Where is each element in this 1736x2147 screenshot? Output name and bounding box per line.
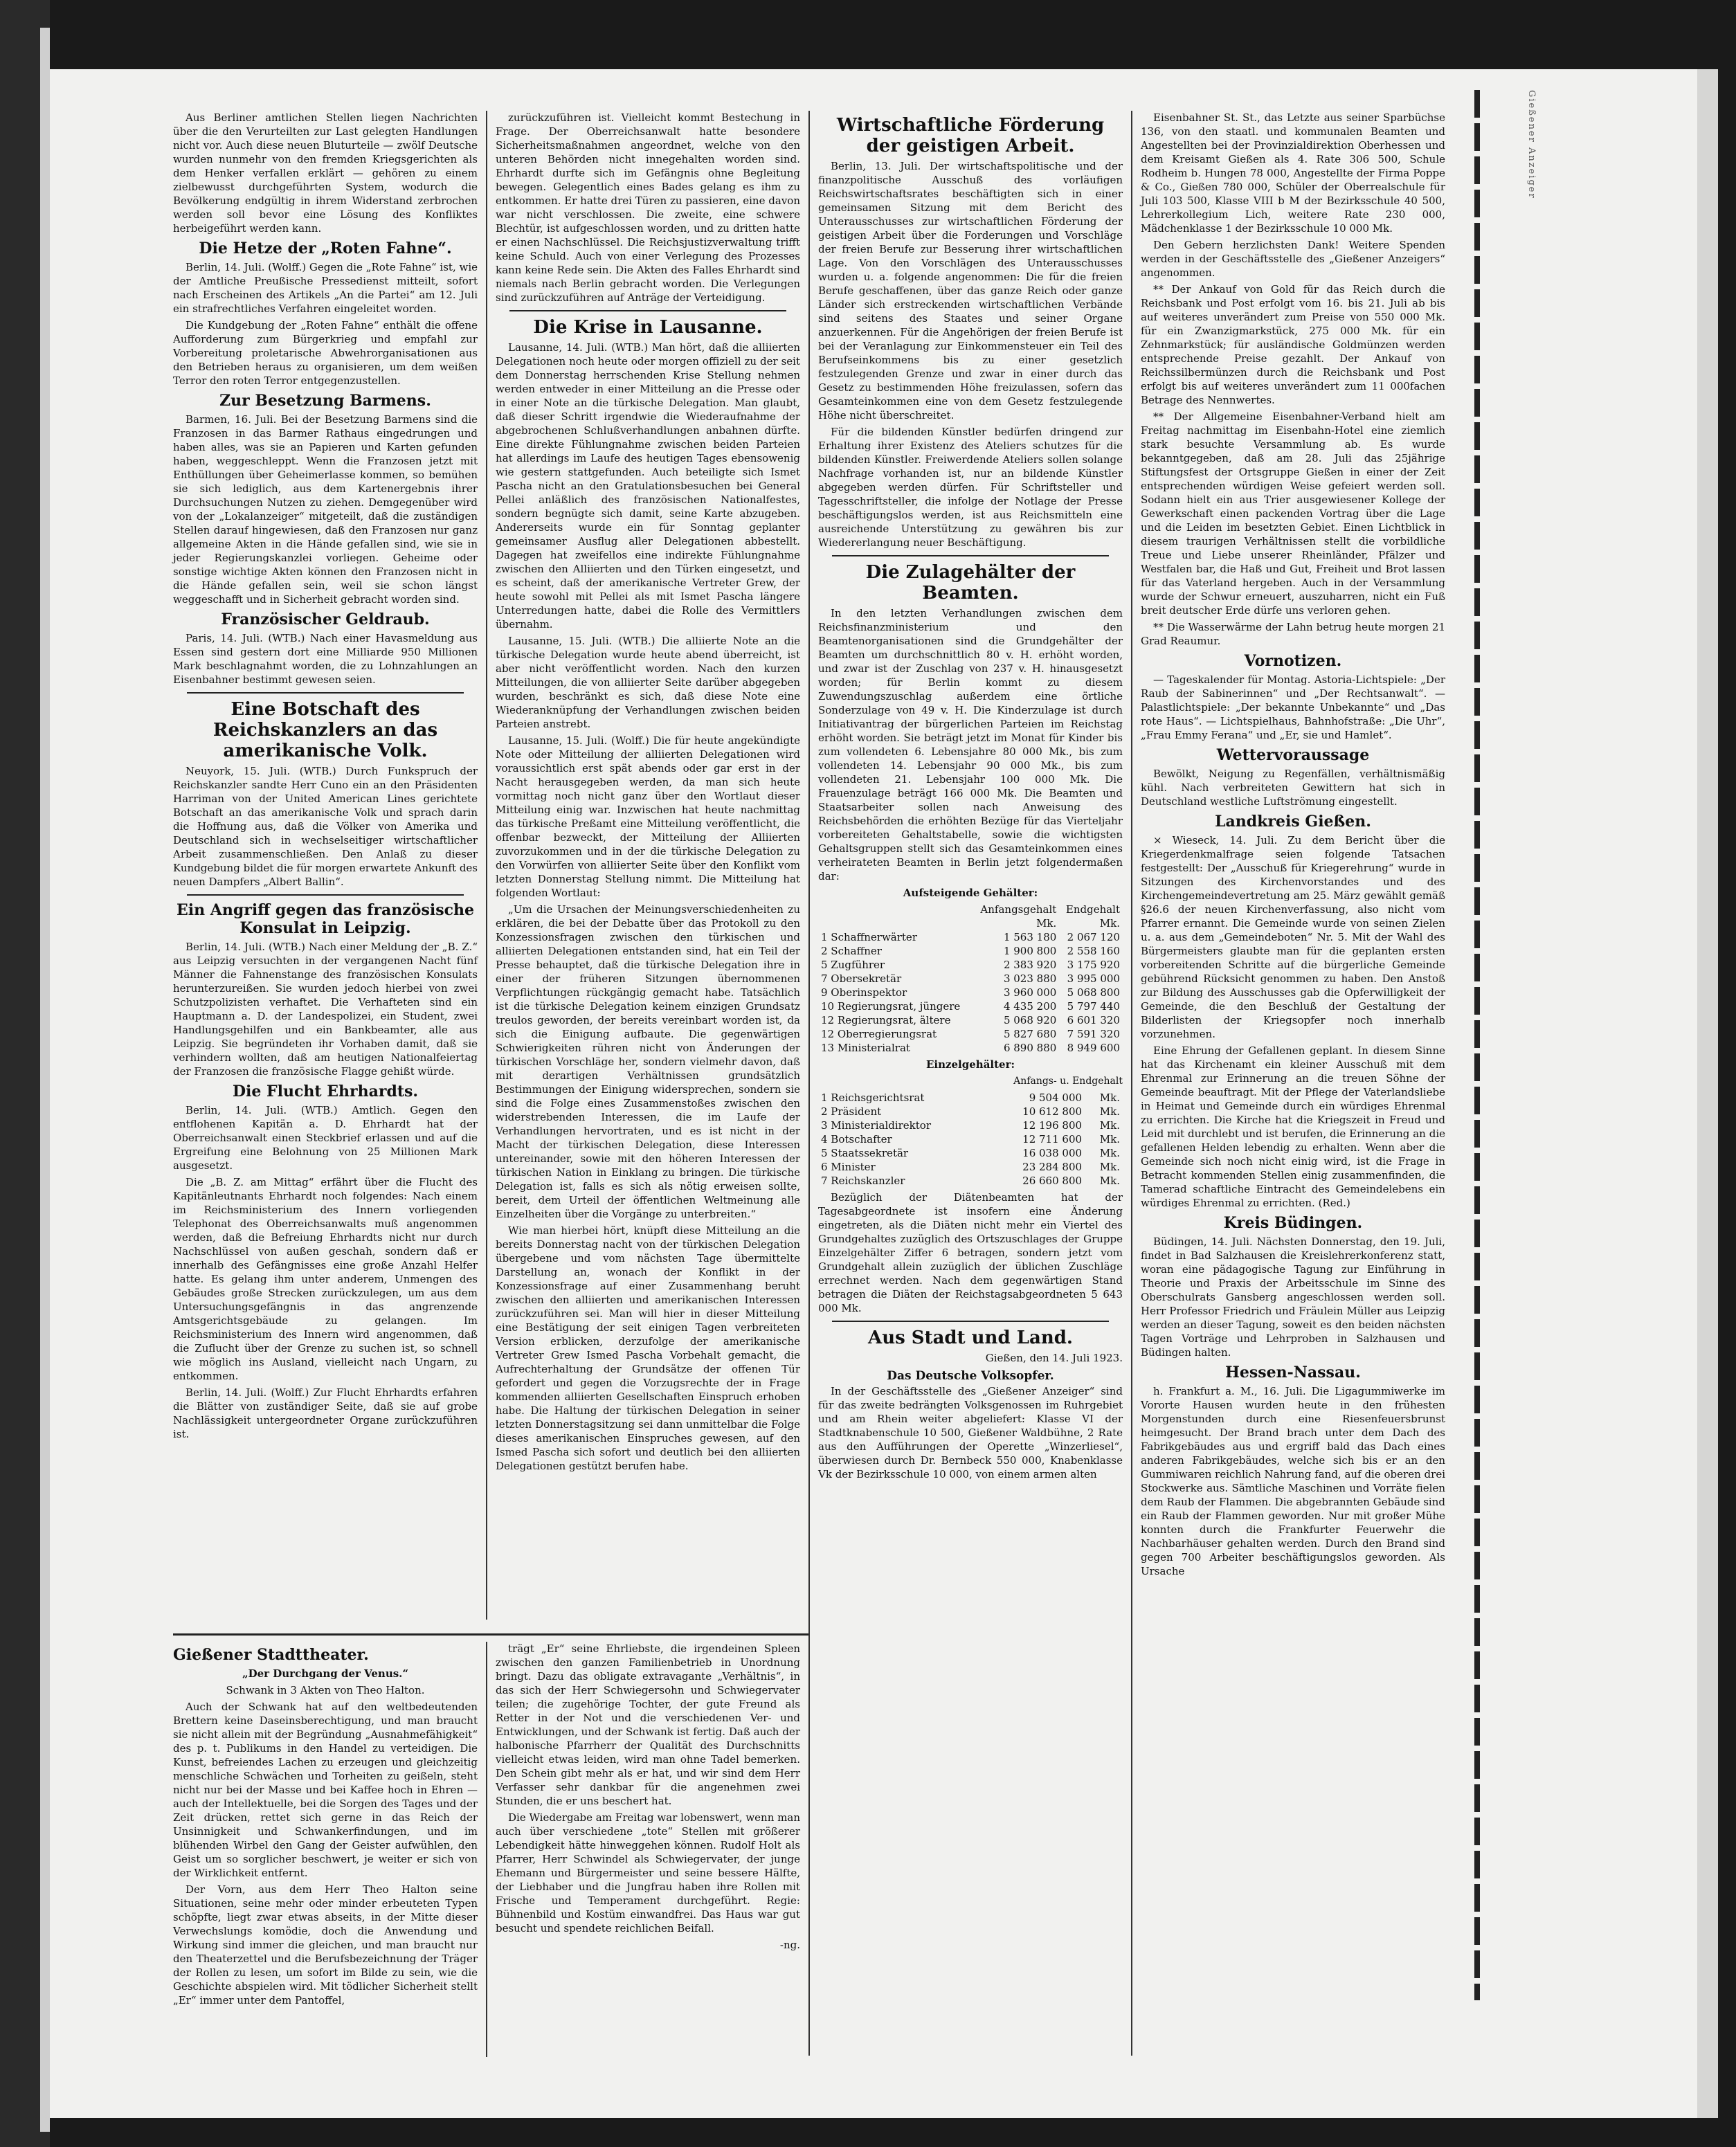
table-cell: 9 Oberinspektor bbox=[821, 986, 907, 999]
divider bbox=[187, 692, 464, 694]
table-cell: 6 Minister bbox=[821, 1161, 876, 1173]
theater-review-right bbox=[496, 1642, 800, 1952]
article-text: „Um die Ursachen der Meinungsverschiedenheiten zu erklären, die bei der Debatte über das Protokoll zu den Konzessionsfragen zwischen den türkischen und alliierten Delegationen entstanden sind, hat ein Teil der Presse behauptet, daß die türkische Delegation ihre in einer der früheren Sitzungen übernommenen Verpflichtungen rückgängig gemacht habe. Tatsächlich ist die türkische Delegation keinem einzigen Grundsatz treulos geworden, der bereits vereinbart worden ist, da sich die Einigung aufbaute. Die gegenwärtigen Schwierigkeiten rühren nicht von Änderungen der türkischen Vorschläge her, sondern vielmehr davon, daß mit derartigen Verhältnissen grundsätzlich Bestimmungen der Einigung widersprechen, sondern sie sind die Folge eines Zusammenstoßes zwischen den widerstrebenden Interessen, die im Laufe der Verhandlungen hervortraten, und es ist nicht in der Macht der türkischen Delegation, diese Interessen untereinander, sowie mit den höheren Interessen der türkischen Nation in Einklang zu bringen. Die türkische Delegation ist, falls es sich als nötig erweisen sollte, bereit, dem Urteil der öffentlichen Weltmeinung alle Einzelheiten über die Vorgänge zu unterbreiten.“ bbox=[496, 903, 800, 1220]
headline: Die Zulagehälter der Beamten. bbox=[865, 562, 1076, 604]
divider bbox=[509, 310, 786, 311]
article-text: Bezüglich der Diätenbeamten hat der Tagesabgeordnete ist insofern eine Änderung eingetreten, als die Diäten nicht mehr ein Viertel des Grundgehaltes zuzüglich des Ortszuschlages der Gruppe Einzelgehälter Ziffer 6 betragen, sondern jetzt vom Grundgehalt allein zuzüglich der üblichen Zuschläge errechnet werden. Nach dem gegenwärtigen Stand betragen die Diäten der Reichstagsabgeordneten 5 643 000 Mk. bbox=[818, 1191, 1123, 1314]
salary-table-ascending bbox=[818, 903, 1123, 1055]
table-cell: 1 Schaffnerwärter bbox=[821, 931, 917, 943]
article-text: Auch der Schwank hat auf den weltbedeutenden Brettern keine Daseinsberechtigung, und man braucht sie nicht allein mit der Begründung „Ausnahmefähigkeit“ des p. t. Publikums in den Handel zu verteidigen. Die Kunst, befreiendes Lachen zu erzeugen und gleichzeitig menschliche Schwächen und Torheiten zu geißeln, steht nicht nur bei der Masse und bei Kaffee hoch in Ehren — auch der Intellektuelle, bei die Sorgen des Tages und der Zeit drücken, rettet sich gerne in das Reich der Unsinnigkeit und Schwankerfindungen, und im blühenden Wirbel den Gang der Geister aufwühlen, den Geist um so sorglicher beschwert, je weiter er sich von der Wirklichkeit entfernt. bbox=[173, 1701, 478, 1879]
headline: Französischer Geldraub. bbox=[221, 610, 430, 628]
table-cell: 5 797 440 bbox=[1067, 1000, 1120, 1013]
table-row bbox=[818, 972, 1123, 986]
table-cell: 5 068 800 bbox=[1067, 986, 1120, 999]
table-cell: 7 591 320 bbox=[1067, 1028, 1120, 1040]
column-3 bbox=[818, 111, 1123, 1484]
article-text: — Tageskalender für Montag. Astoria-Lichtspiele: „Der Raub der Sabinerinnen“ und „Der Rechtsanwalt“. — Palastlichtspiele: „Der bekannte Unbekannte“ und „Das rote Haus“. — Lichtspielhaus, Bahnhofstraße: „Die Uhr“, „Frau Emmy Ferana“ und „Er, sie und Hamlet“. bbox=[1141, 673, 1445, 741]
column-rule bbox=[808, 111, 810, 2056]
table-cell: 12 Oberregierungsrat bbox=[821, 1028, 937, 1040]
column-rule bbox=[486, 1642, 487, 2057]
table-row bbox=[818, 930, 1123, 944]
article-text: Wie man hierbei hört, knüpft diese Mitteilung an die bereits Donnerstag nacht von der türkischen Delegation übergebene und vom nächsten Tage übermittelte Darstellung an, wonach der Konflikt in der Konzessionsfrage auf einer Zusammenhang beruht zwischen den alliierten und amerikanischen Interessen zurückzuführen sei. Man will hier in dieser Mitteilung eine Bestätigung der seit einigen Tagen verbreiteten Version erblicken, derzufolge der amerikanische Vertreter Grew Ismed Pascha Vorbehalt gemacht, die Aufrechterhaltung der Grundsätze der offenen Tür gefordert und gegen die Vorzugsrechte der in Frage kommenden alliierten Gesellschaften Einspruch erhoben habe. Die Haltung der türkischen Delegation in seiner letzten Donnerstagsitzung sei dann unmittelbar die Folge dieses amerikanischen Einspruches gewesen, auf den Ismed Pascha sich sofort und deutlich bei den alliierten Delegationen gestützt berufen habe. bbox=[496, 1224, 800, 1472]
article-text: Büdingen, 14. Juli. Nächsten Donnerstag, den 19. Juli, findet in Bad Salzhausen die Kreislehrerkonferenz statt, woran eine pädagogische Tagung zur Einführung in Theorie und Praxis der Arbeitsschule im Sinne des Oberschulrats Gansberg angeschlossen werden soll. Herr Professor Friedrich und Fräulein Müller aus Leipzig werden an dieser Tagung, soweit es den beiden nächsten Tagen Vorträge und Lehrproben in Salzhausen und Büdingen halten. bbox=[1141, 1235, 1445, 1359]
headline: Zur Besetzung Barmens. bbox=[219, 392, 431, 410]
table-cell: 1 900 800 bbox=[1003, 945, 1057, 957]
feuilleton-rule bbox=[173, 1633, 808, 1636]
article-text: Der Vorn, aus dem Herr Theo Halton seine Situationen, seine mehr oder minder erbeuteten Typen schöpfte, liegt zwar etwas abseits, in der Mitte dieser Verwechslungs komödie, doch die Anwendung und Wirkung sind immer die gleichen, und man braucht nur den Theaterzettel und die Berufsbezeichnung der Träger der Rollen zu lesen, um sofort im Bilde zu sein, wie die Geschichte abspielen wird. Mit tödlicher Sicherheit stellt „Er“ immer unter dem Pantoffel, bbox=[173, 1883, 478, 2006]
headline: Aus Stadt und Land. bbox=[868, 1328, 1073, 1348]
article-text: Aus Berliner amtlichen Stellen liegen Nachrichten über die den Verurteilten zur Last gelegten Handlungen nicht vor. Auch diese neuen Bluturteile — zwölf Deutsche wurden nunmehr von den fremden Kriegsgerichten als dem Henker verfallen erklärt — gehören zu einem zielbewusst durchgeführten System, wodurch die Bevölkerung endgültig in ihrem Widerstand zerbrochen werden soll bevor eine Lösung des Konfliktes herbeigeführt werden kann. bbox=[173, 111, 478, 235]
table-cell: 2 Präsident bbox=[821, 1105, 882, 1118]
article-text: Berlin, 14. Juli. (Wolff.) Gegen die „Rote Fahne“ ist, wie der Amtliche Preußische Pressedienst mitteilt, sofort nach Erscheinen des Artikels „An die Partei“ am 12. Juli ein strafrechtliches Verfahren eingeleitet worden. bbox=[173, 261, 478, 315]
table-cell: 26 660 800 bbox=[1022, 1175, 1083, 1187]
column-rule bbox=[1131, 111, 1132, 2056]
article-text: Die Wiedergabe am Freitag war lobenswert, wenn man auch über verschiedene „tote“ Stellen mit größerer Lebendigkeit hätte hinweggehen können. Rudolf Holt als Pfarrer, Herr Schwindel als Schwiegervater, der junge Ehemann und Bürgermeister und seine bessere Hälfte, der Liebhaber und die Jungfrau haben ihre Rollen mit Frische und Temperament durchgeführt. Regie: Bühnenbild und Kostüm einwandfrei. Das Haus war gut besucht und spendete reichlichen Beifall. bbox=[496, 1811, 800, 1935]
table-header-cell: Anfangsgehalt bbox=[980, 903, 1057, 916]
table-cell: 8 949 600 bbox=[1067, 1042, 1120, 1054]
headline: Gießener Stadttheater. bbox=[173, 1646, 369, 1664]
table-row bbox=[818, 986, 1123, 999]
table-cell: 5 827 680 bbox=[1003, 1028, 1057, 1040]
table-cell: 4 Botschafter bbox=[821, 1133, 892, 1145]
table-row bbox=[818, 1041, 1123, 1055]
divider bbox=[187, 894, 464, 896]
table-cell: Mk. bbox=[1099, 1147, 1120, 1159]
article-text: Berlin, 13. Juli. Der wirtschaftspolitische und der finanzpolitische Ausschuß des vorläufigen Reichswirtschaftsrates beschäftigten sich in einer gemeinsamen Sitzung mit dem Bericht des Unterausschusses zur wirtschaftlichen Förderung der geistigen Arbeit über die Forderungen und Vorschläge der freien Berufe zur Besserung ihrer wirtschaftlichen Lage. Von den Vorschlägen des Unterausschusses wurden u. a. folgende angenommen: Die für die freien Berufe geschaffenen, über das ganze Reich oder ganze Länder sich erstreckenden wirtschaftlichen Verbände sind seitens des Staates und seiner Organe anzuerkennen. Für die Angehörigen der freien Berufe ist bei der Veranlagung zur Einkommensteuer ein Teil des Berufseinkommens bis zu einer gesetzlich festzulegenden Grenze und zwar in einer durch das Gesetz zu bestimmenden Höhe freizulassen, sofern das Gesamteinkommen eine von dem Gesetz festzulegende Höhe nicht überschreitet. bbox=[818, 160, 1123, 422]
table-cell: 10 Regierungsrat, jüngere bbox=[821, 1000, 961, 1013]
article-text: Die „B. Z. am Mittag“ erfährt über die Flucht des Kapitänleutnants Ehrhardt noch folgendes: Nach einem im Reichsministerium des Innern vorliegenden Telephonat des Oberreichsanwalts muß angenommen werden, daß die Befreiung Ehrhardts nicht nur durch Nachschlüssel von außen geschah, sondern daß er innerhalb des Gefängnisses eine große Anzahl Helfer hatte. Es gelang ihm unter anderem, Unmengen des Gebäudes große Strecken zurückzulegen, um aus dem Untersuchungsgefängnis in das angrenzende Amtsgerichtsgebäude zu gelangen. Im Reichsministerium des Innern wird angenommen, daß die Zuflucht über der Grenze zu suchen ist, so schnell wie möglich ins Ausland, vielleicht nach Ungarn, zu entkommen. bbox=[173, 1176, 478, 1382]
signature: -ng. bbox=[779, 1939, 800, 1951]
table-cell: 7 Obersekretär bbox=[821, 972, 902, 985]
article-text: Paris, 14. Juli. (WTB.) Nach einer Havasmeldung aus Essen sind gestern dort eine Milliarde 950 Millionen Mark beschlagnahmt worden, die zu Lohnzahlungen an Eisenbahner bestimmt gewesen seien. bbox=[173, 632, 478, 686]
table-row bbox=[818, 1013, 1123, 1027]
column-4 bbox=[1141, 111, 1445, 1581]
sub-headline: Das Deutsche Volksopfer. bbox=[887, 1369, 1054, 1383]
table-cell: 5 Zugführer bbox=[821, 959, 885, 971]
table-cell: 5 068 920 bbox=[1003, 1014, 1057, 1026]
table-cell: 3 175 920 bbox=[1067, 959, 1120, 971]
table-cell: Mk. bbox=[1099, 1091, 1120, 1104]
headline: Kreis Büdingen. bbox=[1223, 1214, 1363, 1232]
headline: Ein Angriff gegen das französische Konsulat in Leipzig. bbox=[177, 901, 474, 937]
adjacent-page-text: Gießener Anzeiger bbox=[1526, 90, 1537, 199]
table-unit-cell bbox=[818, 916, 973, 930]
table-row bbox=[818, 1146, 1123, 1160]
page-edge-right bbox=[1697, 69, 1718, 2118]
table-cell: Mk. bbox=[1099, 1133, 1120, 1145]
table-row bbox=[818, 1160, 1123, 1174]
table-unit-cell: Mk. bbox=[1036, 917, 1057, 930]
table-cell: Mk. bbox=[1099, 1105, 1120, 1118]
article-text: Lausanne, 15. Juli. (Wolff.) Die für heute angekündigte Note oder Mitteilung der alliierten Delegationen wird voraussichtlich erst spät abends oder gar erst in der Nacht herausgegeben werden, da man sich heute vormittag noch nicht ganz über den Wortlaut dieser Mitteilung einig war. Inzwischen hat heute nachmittag das türkische Preßamt eine Mitteilung veröffentlicht, die offenbar bezweckt, der Mitteilung der Alliierten zuvorzukommen und in der die türkische Delegation zu den Vorwürfen von alliierter Seite über den Konflikt vom letzten Donnerstag Stellung nimmt. Die Mitteilung hat folgenden Wortlaut: bbox=[496, 734, 800, 899]
table-cell: 1 563 180 bbox=[1003, 931, 1057, 943]
table-cell: 2 067 120 bbox=[1067, 931, 1120, 943]
table-cell: 6 890 880 bbox=[1003, 1042, 1057, 1054]
headline: Wettervoraussage bbox=[1216, 746, 1370, 764]
table-cell: 3 960 000 bbox=[1003, 986, 1057, 999]
article-text: Lausanne, 15. Juli. (WTB.) Die alliierte Note an die türkische Delegation wurde heute abend überreicht, ist aber nicht veröffentlicht worden. Nach den kurzen Mitteilungen, die von alliierter Seite darüber abgegeben wurden, beschränkt es sich, daß diese Note eine Wiederanknüpfung der Verhandlungen zwischen beiden Parteien anstrebt. bbox=[496, 635, 800, 730]
table-cell: 5 Staatssekretär bbox=[821, 1147, 909, 1159]
table-row bbox=[818, 1118, 1123, 1132]
article-text: In den letzten Verhandlungen zwischen dem Reichsfinanzministerium und den Beamtenorganisationen sind die Grundgehälter der Beamten um durchschnittlich 80 v. H. erhöht worden, und zwar ist der Zuschlag von 237 v. H. hinausgesetzt worden; für Berlin kommt zu diesem Zuwendungszuschlag außerdem eine örtliche Sonderzulage von 49 v. H. Die Kinderzulage ist durch Initiativantrag der bürgerlichen Parteien im Reichstag erhöht worden. Sie beträgt jetzt im Monat für Kinder bis zum vollendeten 6. Lebensjahre 80 000 Mk., bis zum vollendeten 14. Lebensjahr 90 000 Mk., bis zum vollendeten 21. Lebensjahr 100 000 Mk. Die Frauenzulage beträgt 166 000 Mk. Die Beamten und Staatsarbeiter sollen nach Anweisung des Reichsbehörden die erhöhten Bezüge für das Vierteljahr vorbereiteten Gehaltstabelle, sowie die wichtigsten Gehaltsgruppen stellt sich das Gesamteinkommen eines verheirateten Beamten in Berlin jetzt folgendermaßen dar: bbox=[818, 607, 1123, 882]
article-text: Den Gebern herzlichsten Dank! Weitere Spenden werden in der Geschäftsstelle des „Gießener Anzeigers“ angenommen. bbox=[1141, 239, 1445, 279]
table-cell: 4 435 200 bbox=[1003, 1000, 1057, 1013]
table-title: Aufsteigende Gehälter: bbox=[903, 887, 1038, 899]
column-2 bbox=[496, 111, 800, 1476]
article-text: Berlin, 14. Juli. (WTB.) Amtlich. Gegen den entflohenen Kapitän a. D. Ehrhardt hat der Oberreichsanwalt einen Steckbrief erlassen und auf die Ergreifung eine Belohnung von 25 Millionen Mark ausgesetzt. bbox=[173, 1104, 478, 1172]
article-text: In der Geschäftsstelle des „Gießener Anzeiger“ sind für das zweite bedrängten Volksgenossen im Ruhrgebiet und am Rhein weiter abgeliefert: Klasse VI der Stadtknabenschule 10 500, Gießener Waldbühne, 2 Rate aus den Aufführungen der Operette „Winzerliesel“, überwiesen durch Dr. Bernbeck 550 000, Knabenklasse Vk der Bezirksschule 10 000, von einem armen alten bbox=[818, 1385, 1123, 1480]
article-text: Neuyork, 15. Juli. (WTB.) Durch Funkspruch der Reichskanzler sandte Herr Cuno ein an den Präsidenten Harriman von der United American Lines gerichtete Botschaft an das amerikanische Volk und sprach darin die Hoffnung aus, daß die Völker von Amerika und Deutschland sich in wechselseitiger wirtschaftlicher Arbeit zusammenschließen. Den Anlaß zu dieser Kundgebung bildet die für morgen erwartete Ankunft des neuen Dampfers „Albert Ballin“. bbox=[173, 765, 478, 888]
divider bbox=[832, 1321, 1109, 1322]
table-cell: 7 Reichskanzler bbox=[821, 1175, 905, 1187]
headline: Wirtschaftliche Förderung der geistigen Arbeit. bbox=[836, 115, 1105, 156]
article-text: Barmen, 16. Juli. Bei der Besetzung Barmens sind die Franzosen in das Barmer Rathaus eingedrungen und haben alles, was sie an Papieren und Karten gefunden haben, weggeschleppt. Wenn die Franzosen jetzt mit Enthüllungen über Geheimerlasse kommen, so bemühen sie sich lediglich, aus dem Kartenergebnis ihrer Durchsuchungen Nutzen zu ziehen. Demgegenüber wird von der „Lokalanzeiger“ mitgeteilt, daß die zuständigen Stellen darauf hingewiesen, daß den Franzosen nur ganz allgemeine Akten in die Hände gefallen sind, wie sie in jeder Regierungskanzlei vorliegen. Geheime oder sonstige wichtige Akten können den Franzosen nicht in die Hände gefallen sein, weil sie schon längst weggeschafft und in Sicherheit gebracht worden sind. bbox=[173, 413, 478, 606]
table-row bbox=[818, 999, 1123, 1013]
headline: Die Flucht Ehrhardts. bbox=[232, 1082, 419, 1100]
article-text: Für die bildenden Künstler bedürfen dringend zur Erhaltung ihrer Existenz des Ateliers schutzes für die bildenden Künstler. Freiwerdende Ateliers sollen solange Nachfrage vorhanden ist, nur an bildende Künstler abgegeben werden dürfen. Für Schriftsteller und Tagesschriftsteller, die infolge der Notlage der Presse beschäftigungslos werden, ist aus Reichsmitteln eine ausreichende Unterstützung zu gewähren bis zur Wiedererlangung neuer Beschäftigung. bbox=[818, 426, 1123, 549]
table-cell: 13 Ministerialrat bbox=[821, 1042, 910, 1054]
table-cell: Mk. bbox=[1099, 1161, 1120, 1173]
table-cell: Mk. bbox=[1099, 1119, 1120, 1132]
table-cell: 2 558 160 bbox=[1067, 945, 1120, 957]
adjacent-page-strip bbox=[1474, 90, 1550, 2000]
article-text: zurückzuführen ist. Vielleicht kommt Bestechung in Frage. Der Oberreichsanwalt hatte besondere Sicherheitsmaßnahmen angeordnet, welche von den unteren Behörden nicht innegehalten worden sind. Ehrhardt durfte sich im Gefängnis ohne Begleitung bewegen. Gelegentlich eines Bades gelang es ihm zu entkommen. Er hatte drei Türen zu passieren, eine davon war nicht verschlossen. Die zweite, eine schwere Blechtür, ist aufgeschlossen worden, und zu dritten hatte er einen Nachschlüssel. Die Reichsjustizverwaltung trifft keine Schuld. Auch von einer Verlegung des Prozesses kann keine Rede sein. Die Akten des Falles Ehrhardt sind niemals nach Berlin gebracht worden. Die Verlegungen sind zurückzuführen auf Anträge der Verteidigung. bbox=[496, 111, 800, 304]
article-text: Berlin, 14. Juli. (Wolff.) Zur Flucht Ehrhardts erfahren die Blätter von zuständiger Seite, daß sie auf grobe Nachlässigkeit untergeordneter Organe zurückzuführen ist. bbox=[173, 1386, 478, 1440]
table-cell: 6 601 320 bbox=[1067, 1014, 1120, 1026]
page-edge-left bbox=[40, 28, 50, 2132]
article-text: Bewölkt, Neigung zu Regenfällen, verhältnismäßig kühl. Nach verbreiteten Gewittern hat sich in Deutschland westliche Luftströmung eingestellt. bbox=[1141, 768, 1445, 808]
article-text: h. Frankfurt a. M., 16. Juli. Die Ligagummiwerke im Vororte Hausen wurden heute in den frühesten Morgenstunden durch eine Riesenfeuersbrunst heimgesucht. Der Brand brach unter dem Dach des Fabrikgebäudes aus und ergriff bald das Dach eines anderen Fabrikgebäudes, welche sich bis er an den Gummiwaren reichlich Nahrung fand, auf die oberen drei Stockwerke aus. Sämtliche Maschinen und Vorräte fielen dem Raub der Flammen. Die abgebrannten Gebäude sind ein Raub der Flammen geworden. Nur mit großer Mühe konnten durch die Frankfurter Feuerwehr die Nachbarhäuser gehalten werden. Durch den Brand sind gegen 700 Arbeiter beschäftigungslos geworden. Als Ursache bbox=[1141, 1385, 1445, 1577]
divider bbox=[832, 555, 1109, 556]
article-text: Lausanne, 14. Juli. (WTB.) Man hört, daß die alliierten Delegationen noch heute oder morgen offiziell zu der seit dem Donnerstag herrschenden Krise Stellung nehmen werden entweder in einer Mitteilung an die Presse oder in einer Note an die türkische Delegation. Man glaubt, daß dieser Schritt irgendwie die Wiederaufnahme der abgebrochenen Schlußverhandlungen anbahnen dürfte. Eine direkte Fühlungnahme zwischen beiden Parteien hat allerdings im Laufe des heutigen Tages ebensowenig wie gestern stattgefunden. Auch beteiligte sich Ismet Pascha nicht an den Gratulationsbesuchen bei General Pellei anläßlich des französischen Nationalfestes, sondern begnügte sich damit, seine Karte abzugeben. Andererseits wurde ein für Sonntag geplanter gemeinsamer Ausflug aller Delegationen abbestellt. Dagegen hat zweifellos eine indirekte Fühlungnahme zwischen den Alliierten und den Türken eingesetzt, und es scheint, daß der amerikanische Vertreter Grew, der heute sowohl mit Pellei als mit Ismet Pascha längere Unterredungen hatte, dabei die Rolle des Vermittlers übernahm. bbox=[496, 341, 800, 631]
table-header: Anfangs- u. Endgehalt bbox=[1013, 1076, 1123, 1087]
table-row bbox=[818, 958, 1123, 972]
table-row bbox=[818, 1132, 1123, 1146]
dateline: Gießen, den 14. Juli 1923. bbox=[985, 1352, 1123, 1364]
article-text: ** Der Ankauf von Gold für das Reich durch die Reichsbank und Post erfolgt vom 16. bis 21. Juli ab bis auf weiteres unverändert zum Preise von 550 000 Mk. für ein Zwanzigmarkstück, 275 000 Mk. für ein Zehnmarkstück; für ausländische Goldmünzen werden entsprechende Preise gezahlt. Der Ankauf von Reichssilbermünzen durch die Reichsbank und Post erfolgt bis auf weiteres unverändert zum 11 000fachen Betrage des Nennwertes. bbox=[1141, 283, 1445, 406]
table-header-cell: Endgehalt bbox=[1065, 903, 1120, 916]
table-cell: 3 995 000 bbox=[1067, 972, 1120, 985]
headline: Hessen-Nassau. bbox=[1225, 1364, 1361, 1381]
column-rule-heavy bbox=[1474, 90, 1480, 2000]
headline: Die Krise in Lausanne. bbox=[533, 317, 763, 338]
table-row bbox=[818, 1027, 1123, 1041]
article-text: Berlin, 14. Juli. (WTB.) Nach einer Meldung der „B. Z.“ aus Leipzig versuchten in der vergangenen Nacht fünf Männer die Fahnenstange des französischen Konsulats herunterzureißen. Sie wurden jedoch hierbei von zwei Schutzpolizisten verhaftet. Die Verhafteten sind ein Hauptmann a. D. der Landespolizei, ein Student, zwei Handlungsgehilfen und ein Bankbeamter, alle aus Leipzig. Sie begründeten ihr Vorhaben damit, daß sie verhindern wollten, daß am heutigen Nationalfeiertag der Franzosen die französische Flagge gehißt würde. bbox=[173, 941, 478, 1078]
table-cell: 1 Reichsgerichtsrat bbox=[821, 1091, 925, 1104]
theater-review-left bbox=[173, 1642, 478, 2010]
table-row bbox=[818, 1105, 1123, 1118]
table-cell: 12 196 800 bbox=[1022, 1119, 1083, 1132]
article-text: trägt „Er“ seine Ehrliebste, die irgendeinen Spleen zwischen den ganzen Familienbetrieb in Unordnung bringt. Dazu das obligate extravagante „Verhältnis“, in das sich der Herr Schwiegersohn und Schwiegervater teilen; die zugehörige Tochter, der gute Freund als Retter in der Not und die verschiedenen Ver- und Entwicklungen, und der Schwank ist fertig. Daß auch der halbonische Pfarrherr der Qualität des Durchschnitts vielleicht etwas leiden, wird man ohne Tadel bemerken. Den Schein gibt mehr als er hat, und wir sind dem Herr Verfasser sehr dankbar für die angenehmen zwei Stunden, die er uns beschert hat. bbox=[496, 1642, 800, 1807]
table-row bbox=[818, 1174, 1123, 1188]
table-unit-cell: Mk. bbox=[1099, 917, 1120, 930]
table-title: Einzelgehälter: bbox=[925, 1058, 1015, 1071]
table-unit-row bbox=[818, 916, 1123, 930]
table-cell: 3 023 880 bbox=[1003, 972, 1057, 985]
table-header-row bbox=[818, 903, 1123, 916]
table-cell: 3 Ministerialdirektor bbox=[821, 1119, 932, 1132]
table-row bbox=[818, 1091, 1123, 1105]
article-text: Eisenbahner St. St., das Letzte aus seiner Sparbüchse 136, von den staatl. und kommunalen Beamten und Angestellten bei der Provinzialdirektion Oberhessen und dem Kreisamt Gießen als 4. Rate 306 500, Schule Rodheim b. Hungen 78 000, Angestellte der Firma Poppe & Co., Gießen 780 000, Schüler der Oberrealschule für Juli 103 500, Klasse VIII b M der Bezirksschule 40 500, Lehrerkollegium Lich, weitere Rate 230 000, Mädchenklasse 1 der Bezirksschule 10 000 Mk. bbox=[1141, 111, 1445, 235]
table-cell: Mk. bbox=[1099, 1175, 1120, 1187]
headline: Vornotizen. bbox=[1244, 652, 1342, 670]
headline: Eine Botschaft des Reichskanzlers an das amerikanische Volk. bbox=[213, 699, 438, 761]
play-author: Schwank in 3 Akten von Theo Halton. bbox=[226, 1684, 425, 1696]
table-cell: 23 284 800 bbox=[1022, 1161, 1083, 1173]
table-cell: 16 038 000 bbox=[1022, 1147, 1083, 1159]
article-text: Die Kundgebung der „Roten Fahne“ enthält die offene Aufforderung zum Bürgerkrieg und empfahl zur Vorbereitung proletarische Abwehrorganisationen aus den Betrieben heraus zu organisieren, um dem weißen Terror den roten Terror entgegenzustellen. bbox=[173, 319, 478, 387]
table-cell: 12 711 600 bbox=[1022, 1133, 1083, 1145]
headline: Die Hetze der „Roten Fahne“. bbox=[199, 239, 452, 257]
table-cell: 12 Regierungsrat, ältere bbox=[821, 1014, 951, 1026]
newspaper-content bbox=[173, 90, 1544, 2063]
table-header-cell bbox=[818, 903, 973, 916]
table-cell: 2 Schaffner bbox=[821, 945, 882, 957]
article-text: ** Der Allgemeine Eisenbahner-Verband hielt am Freitag nachmittag im Eisenbahn-Hotel eine ziemlich stark besuchte Versammlung ab. Es wurde bekanntgegeben, daß am 28. Juli das 25jährige Stiftungsfest der Ortsgruppe Gießen in einer der Zeit entsprechenden würdigen Weise gefeiert werden soll. Sodann hielt ein aus Trier ausgewiesener Kollege der Gewerkschaft einen packenden Vortrag über die Lage und die Leiden im besetzten Gebiet. Einen Lichtblick in diesem traurigen Verhältnissen stellt die vorbildliche Treue und Liebe unserer Rheinländer, Pfälzer und Westfalen bar, die Haß und Gut, Freiheit und Brot lassen für das Vaterland hergeben. Auch in der Versammlung wurde der Schwur erneuert, auszuharren, nicht ein Fuß breit deutscher Erde dürfe uns verloren gehen. bbox=[1141, 410, 1445, 617]
play-title: „Der Durchgang der Venus.“ bbox=[242, 1667, 409, 1680]
table-cell: 9 504 000 bbox=[1029, 1091, 1083, 1104]
table-cell: 10 612 800 bbox=[1022, 1105, 1083, 1118]
column-rule bbox=[486, 111, 487, 1620]
article-text: Eine Ehrung der Gefallenen geplant. In diesem Sinne hat das Kirchenamt ein kleiner Ausschuß mit dem Ehrenmal zur Erinnerung an die treuen Söhne der Gemeinde beauftragt. Mit der Pflege der Vaterlandsliebe in Heimat und Gemeinde durch ein würdiges Ehrenmal zu errichten. Die Kirche hat die Kriegszeit in Freud und Leid mit durchlebt und ist berufen, die Erinnerung an die gefallenen Helden lebendig zu erhalten. Wenn aber die Gemeinde sich noch nicht einig wird, ist die Frage in Betracht kommenden Stellen einig zusammenfinden, die Tamerad schaftliche Eintracht des Gemeindelebens ein würdiges Ehrenmal zu errichten. (Red.) bbox=[1141, 1044, 1445, 1209]
salary-table-single bbox=[818, 1091, 1123, 1188]
article-text: × Wieseck, 14. Juli. Zu dem Bericht über die Kriegerdenkmalfrage seien folgende Tatsachen festgestellt: Der „Ausschuß für Kriegerehrung“ wurde in Sitzungen des Kirchenvorstandes und des Kirchengemeindevertretung am 25. März gewählt gemäß §26.6 der neuen Kirchenverfassung, also nicht vom Pfarrer ernannt. Die Gemeinde wurde von seinen Zielen u. a. aus dem „Gemeindeboten“ Nr. 5. Mit der Wahl des Bürgermeisters glaubte man für die geplanten ersten vorbereitenden Schritte auf die bürgerliche Gemeinde gebührend Rücksicht genommen zu haben. Den Anstoß zur Bildung des Ausschusses gab die Opferwilligkeit der Gemeinde, die den Beschluß der Gestaltung der Bilderlisten der Kriegsopfer noch innerhalb vorzunehmen. bbox=[1141, 834, 1445, 1040]
article-text: ** Die Wasserwärme der Lahn betrug heute morgen 21 Grad Reaumur. bbox=[1141, 621, 1445, 647]
headline: Landkreis Gießen. bbox=[1215, 813, 1371, 831]
table-cell: 2 383 920 bbox=[1003, 959, 1057, 971]
column-1 bbox=[173, 111, 478, 1444]
table-row bbox=[818, 944, 1123, 958]
